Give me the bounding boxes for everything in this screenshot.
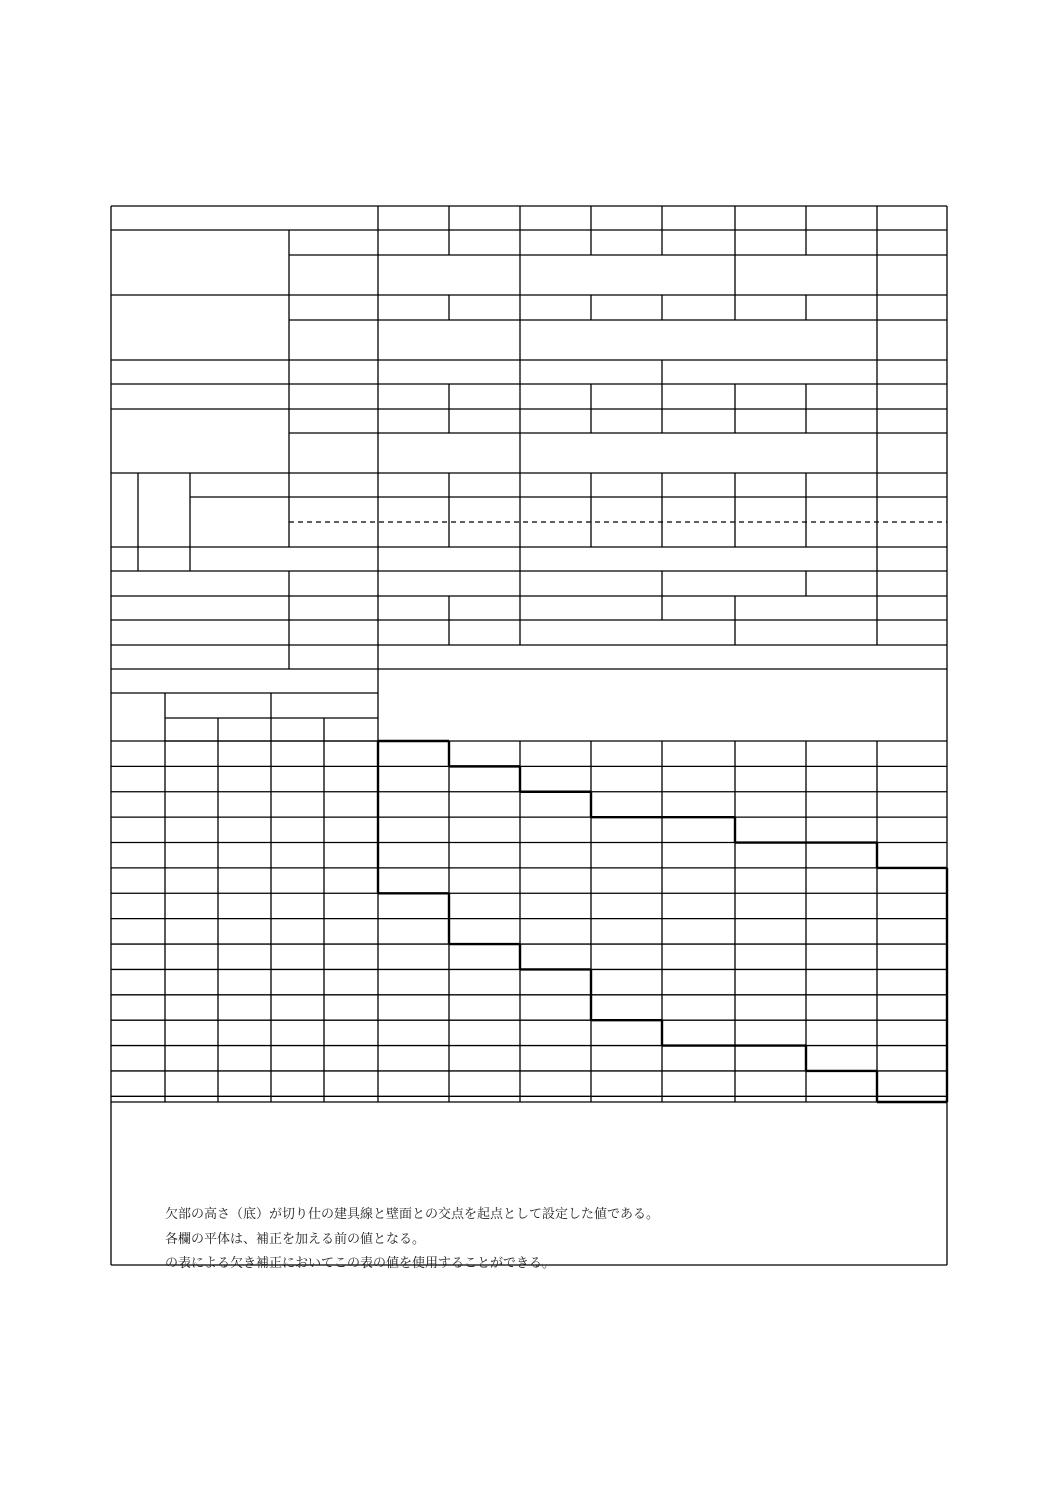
note-line-2: 各欄の平体は、補正を加える前の値となる。 bbox=[165, 1232, 426, 1247]
note-line-1: 欠部の高さ（底）が切り仕の建具線と壁面との交点を起点として設定した値である。 bbox=[165, 1207, 660, 1222]
note-line-3: の表による欠き補正においてこの表の値を使用することができる。 bbox=[165, 1256, 556, 1271]
table-grid bbox=[111, 206, 947, 1271]
